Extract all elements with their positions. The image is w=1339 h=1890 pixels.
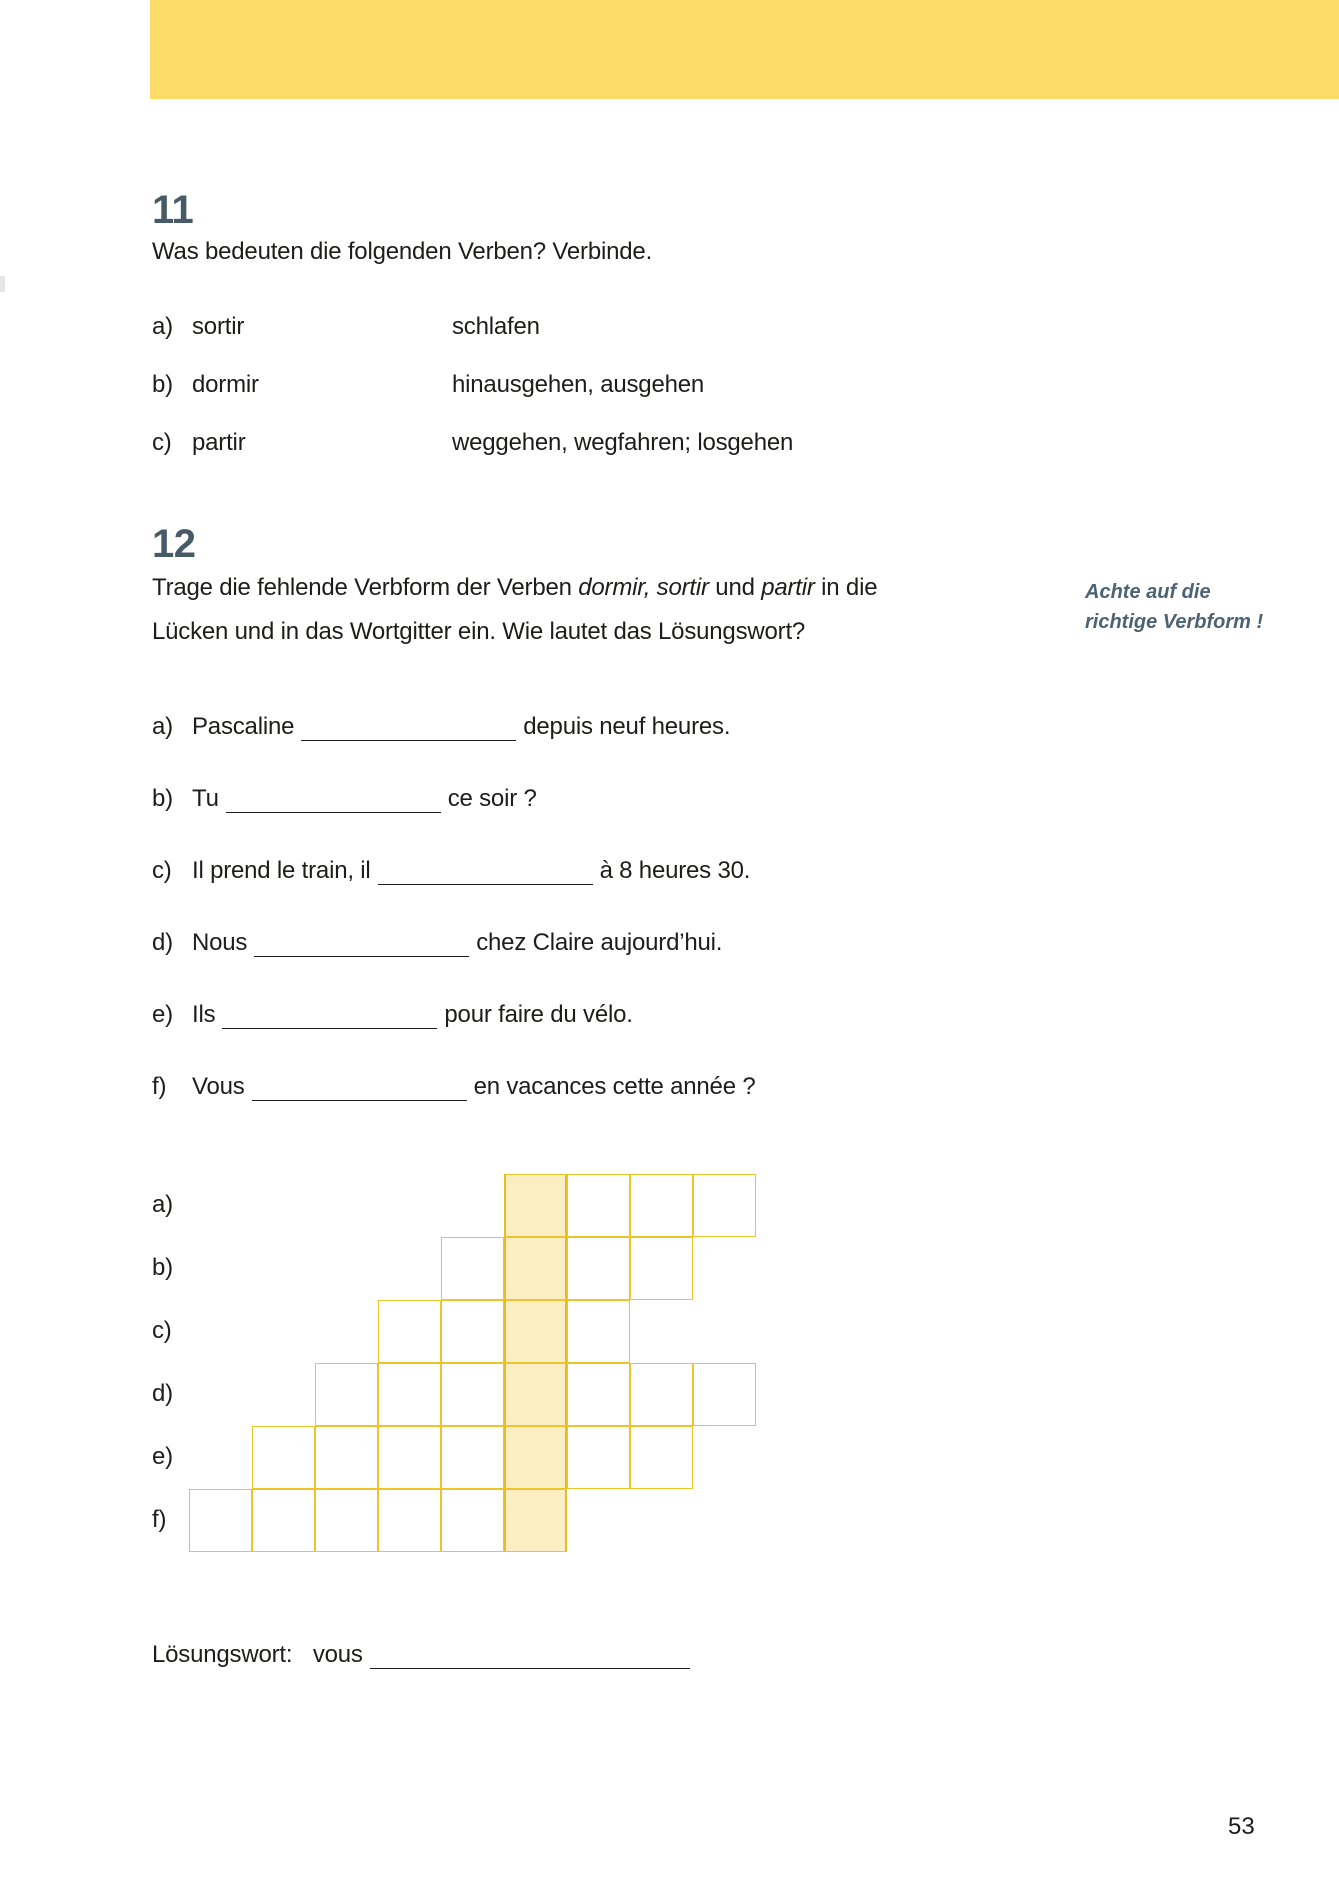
fill-row-b <box>152 784 537 814</box>
fill-label: f) <box>152 1073 167 1100</box>
fill-pre-text: Ils <box>192 1001 216 1028</box>
exercise-12-instruction <box>152 566 877 654</box>
solution-row <box>152 1640 697 1670</box>
fill-row-e <box>152 1000 633 1030</box>
fill-row-f <box>152 1072 755 1102</box>
answer-blank <box>226 786 441 813</box>
print-artifact <box>0 276 5 292</box>
grid-cell <box>567 1174 630 1237</box>
margin-note-line-2: richtige Verbform ! <box>1085 611 1264 633</box>
grid-cell <box>567 1426 630 1489</box>
grid-row-label: a) <box>152 1191 173 1218</box>
fill-post-text: depuis neuf heures. <box>523 713 731 740</box>
grid-row-label: c) <box>152 1317 172 1344</box>
fill-post-text: en vacances cette année ? <box>473 1073 756 1100</box>
grid-cell-highlighted <box>504 1300 567 1363</box>
fill-pre-text: Pascaline <box>192 713 295 740</box>
match-translation: weggehen, wegfahren; losgehen <box>452 429 794 456</box>
match-row-c <box>152 428 794 458</box>
grid-cell <box>252 1489 315 1552</box>
match-row-a <box>152 312 540 342</box>
match-verb: partir <box>192 429 246 456</box>
grid-cell <box>378 1300 441 1363</box>
grid-cell <box>630 1426 693 1489</box>
grid-row-label: f) <box>152 1506 167 1533</box>
match-row-b <box>152 370 705 400</box>
grid-cell <box>441 1489 504 1552</box>
answer-blank <box>378 858 593 885</box>
grid-cell <box>378 1363 441 1426</box>
match-translation: schlafen <box>452 313 540 340</box>
grid-cell <box>378 1489 441 1552</box>
grid-cell <box>693 1174 756 1237</box>
grid-cell <box>630 1174 693 1237</box>
fill-pre-text: Il prend le train, il <box>192 857 371 884</box>
fill-pre-text: Nous <box>192 929 248 956</box>
fill-pre-text: Tu <box>192 785 219 812</box>
grid-cell <box>693 1363 756 1426</box>
fill-pre-text: Vous <box>192 1073 245 1100</box>
match-label: b) <box>152 371 173 398</box>
fill-label: b) <box>152 785 173 812</box>
grid-cell <box>441 1300 504 1363</box>
grid-row-label: b) <box>152 1254 173 1281</box>
fill-post-text: pour faire du vélo. <box>444 1001 633 1028</box>
grid-cell-highlighted <box>504 1489 567 1552</box>
solution-label: Lösungswort: <box>152 1641 293 1668</box>
grid-cell <box>441 1426 504 1489</box>
grid-cell <box>441 1237 504 1300</box>
grid-cell <box>567 1237 630 1300</box>
grid-cell <box>567 1300 630 1363</box>
grid-cell <box>189 1489 252 1552</box>
grid-cell <box>378 1426 441 1489</box>
exercise-11-number: 11 <box>152 188 194 232</box>
fill-post-text: à 8 heures 30. <box>599 857 751 884</box>
instruction-line-2: Lücken und in das Wortgitter ein. Wie lautet das Lösungswort? <box>152 618 806 645</box>
grid-cell-highlighted <box>504 1426 567 1489</box>
grid-cell <box>630 1363 693 1426</box>
answer-blank <box>252 1074 467 1101</box>
grid-cell <box>441 1363 504 1426</box>
grid-cell <box>315 1489 378 1552</box>
grid-row-label: d) <box>152 1380 173 1407</box>
grid-cell <box>567 1363 630 1426</box>
grid-row-label: e) <box>152 1443 173 1470</box>
match-label: a) <box>152 313 173 340</box>
fill-label: c) <box>152 857 172 884</box>
fill-label: e) <box>152 1001 173 1028</box>
instruction-line-1: Trage die fehlende Verbform der Verben dormir, sortir und partir in die <box>152 574 878 601</box>
solution-blank <box>370 1642 690 1669</box>
solution-prefix: vous <box>312 1641 363 1668</box>
answer-blank <box>254 930 469 957</box>
fill-row-d <box>152 928 722 958</box>
match-verb: dormir <box>192 371 259 398</box>
fill-label: a) <box>152 713 173 740</box>
match-verb: sortir <box>192 313 245 340</box>
grid-cell <box>252 1426 315 1489</box>
header-band <box>150 0 1339 99</box>
fill-row-a <box>152 712 730 742</box>
fill-post-text: chez Claire aujourd’hui. <box>476 929 723 956</box>
answer-blank <box>222 1002 437 1029</box>
match-label: c) <box>152 429 172 456</box>
margin-note <box>1085 577 1263 637</box>
exercise-11-instruction: Was bedeuten die folgenden Verben? Verbinde. <box>152 238 653 265</box>
margin-note-line-1: Achte auf die <box>1085 581 1211 603</box>
grid-cell <box>315 1363 378 1426</box>
fill-row-c <box>152 856 750 886</box>
answer-blank <box>301 714 516 741</box>
match-translation: hinausgehen, ausgehen <box>452 371 705 398</box>
grid-cell-highlighted <box>504 1363 567 1426</box>
grid-cell <box>630 1237 693 1300</box>
page-number: 53 <box>1228 1813 1255 1840</box>
grid-cell-highlighted <box>504 1174 567 1237</box>
grid-cell-highlighted <box>504 1237 567 1300</box>
grid-cell <box>315 1426 378 1489</box>
fill-label: d) <box>152 929 173 956</box>
fill-post-text: ce soir ? <box>447 785 537 812</box>
exercise-12-number: 12 <box>152 522 196 566</box>
